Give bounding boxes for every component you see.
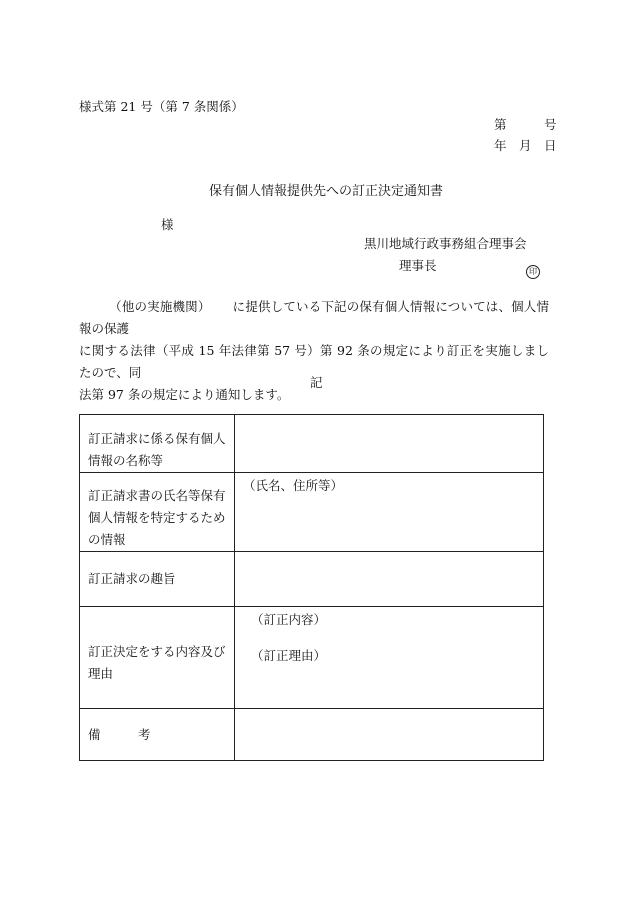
- body-line-2: に関する法律（平成 15 年法律第 57 号）第 92 条の規定により訂正を実施しましたので、同: [79, 343, 549, 380]
- table-label: [80, 607, 235, 709]
- label-line: 訂正請求に係る保有個人: [88, 430, 226, 446]
- seal-mark: 印: [526, 265, 540, 279]
- label-line: 訂正請求書の氏名等保有: [88, 488, 226, 503]
- value-line: （訂正内容）: [251, 612, 327, 627]
- table-row: [80, 415, 544, 473]
- body-paren-lead: （他の実施機関）: [109, 299, 211, 314]
- table-row: [80, 473, 544, 552]
- table-value: [235, 709, 544, 761]
- form-number: 様式第 21 号（第 7 条関係）: [79, 99, 244, 114]
- table-label: [80, 473, 235, 552]
- document-number-label: 第 号: [494, 117, 557, 132]
- table-value: [235, 473, 544, 552]
- sender-position: 理事長: [399, 258, 437, 273]
- sender-organization: 黒川地域行政事務組合理事会: [364, 236, 527, 251]
- table-label: [80, 415, 235, 473]
- table-row: [80, 552, 544, 607]
- label-line: 訂正決定をする内容及び: [88, 643, 226, 659]
- label-line: 情報の名称等: [88, 452, 164, 468]
- table-row: [80, 607, 544, 709]
- value-line: （氏名、住所等）: [243, 478, 344, 493]
- label-line: 個人情報を特定するため: [88, 510, 226, 525]
- correction-table: [79, 414, 544, 761]
- table-label: [80, 709, 235, 761]
- ki-heading: 記: [310, 375, 323, 390]
- seal-icon: [526, 259, 540, 279]
- label-line: 訂正請求の趣旨: [88, 571, 176, 586]
- document-title: 保有個人情報提供先への訂正決定通知書: [209, 184, 444, 199]
- table-label: [80, 552, 235, 607]
- table-value: [235, 607, 544, 709]
- label-line: の情報: [88, 532, 126, 547]
- label-line: 備 考: [88, 726, 151, 742]
- label-line: 理由: [88, 665, 114, 681]
- body-line-3: 法第 97 条の規定により通知します。: [79, 387, 290, 402]
- value-line: （訂正理由）: [251, 648, 327, 663]
- body-line-1-text: に提供している下記の保有個人情報については、個人情報の保護: [79, 299, 549, 336]
- body-line-1: [79, 296, 549, 340]
- table-value: [235, 552, 544, 607]
- date-label: 年 月 日: [494, 138, 557, 153]
- table-row: [80, 709, 544, 761]
- recipient-honorific: 様: [161, 217, 174, 232]
- table-value: [235, 415, 544, 473]
